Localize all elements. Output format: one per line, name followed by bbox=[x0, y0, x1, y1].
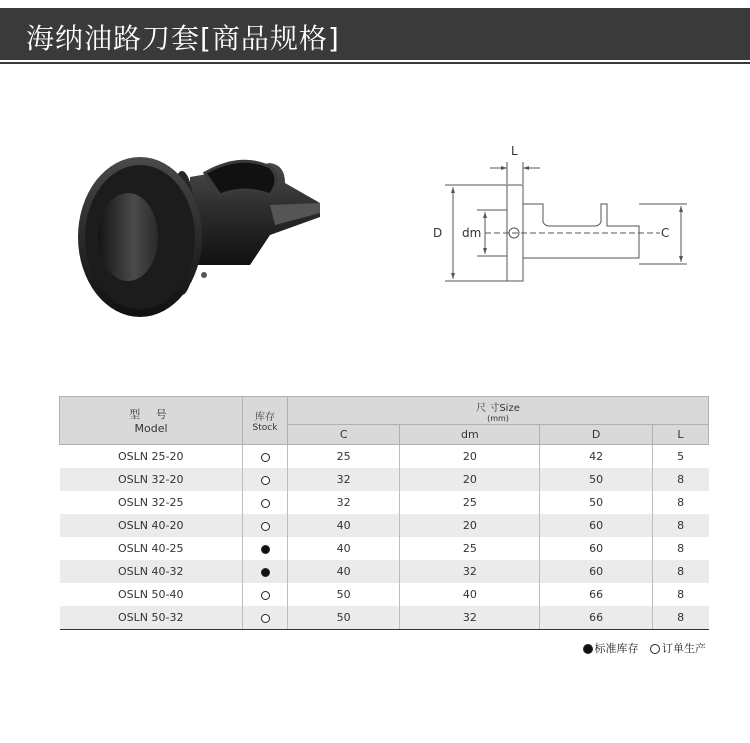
header-stock-en: Stock bbox=[252, 423, 278, 433]
page-title: 海纳油路刀套[商品规格] bbox=[26, 22, 340, 55]
value-cell-c: 50 bbox=[288, 583, 400, 606]
stock-cell bbox=[243, 537, 288, 560]
legend-filled-label: 标准库存 bbox=[594, 642, 639, 655]
column-header-c: C bbox=[288, 425, 400, 445]
model-cell: OSLN 32-20 bbox=[60, 468, 243, 491]
value-cell-dm: 20 bbox=[400, 514, 540, 537]
value-cell-l: 5 bbox=[652, 445, 708, 469]
value-cell-c: 32 bbox=[288, 468, 400, 491]
stock-cell bbox=[243, 491, 288, 514]
table-row bbox=[60, 491, 709, 514]
value-cell-c: 50 bbox=[288, 606, 400, 630]
model-cell: OSLN 40-32 bbox=[60, 560, 243, 583]
header-stock bbox=[243, 397, 288, 445]
value-cell-dm: 25 bbox=[400, 491, 540, 514]
value-cell-d: 60 bbox=[540, 514, 652, 537]
stock-legend bbox=[583, 640, 707, 656]
value-cell-c: 40 bbox=[288, 560, 400, 583]
dim-label-dm: dm bbox=[462, 226, 482, 240]
header-stock-cn: 库存 bbox=[255, 412, 275, 423]
table-row bbox=[60, 560, 709, 583]
stock-cell bbox=[243, 560, 288, 583]
value-cell-dm: 20 bbox=[400, 468, 540, 491]
value-cell-l: 8 bbox=[652, 468, 708, 491]
value-cell-l: 8 bbox=[652, 606, 708, 630]
spec-table bbox=[59, 396, 709, 630]
value-cell-d: 50 bbox=[540, 491, 652, 514]
header-model-en: Model bbox=[134, 422, 168, 435]
product-photo bbox=[70, 145, 340, 340]
value-cell-dm: 32 bbox=[400, 560, 540, 583]
value-cell-l: 8 bbox=[652, 560, 708, 583]
value-cell-d: 60 bbox=[540, 537, 652, 560]
legend-open-label: 订单生产 bbox=[662, 642, 706, 655]
dimension-diagram bbox=[425, 140, 705, 290]
value-cell-d: 42 bbox=[540, 445, 652, 469]
value-cell-d: 66 bbox=[540, 583, 652, 606]
header-size-cn: 尺 寸Size bbox=[476, 402, 520, 414]
stock-cell bbox=[243, 514, 288, 537]
table-row bbox=[60, 606, 709, 630]
value-cell-c: 40 bbox=[288, 514, 400, 537]
table-row bbox=[60, 514, 709, 537]
open-circle-icon bbox=[261, 614, 270, 623]
value-cell-l: 8 bbox=[652, 491, 708, 514]
value-cell-d: 50 bbox=[540, 468, 652, 491]
value-cell-l: 8 bbox=[652, 583, 708, 606]
dim-label-c: C bbox=[661, 226, 670, 240]
open-circle-icon bbox=[261, 476, 270, 485]
value-cell-d: 60 bbox=[540, 560, 652, 583]
open-circle-icon bbox=[261, 591, 270, 600]
column-header-d: D bbox=[540, 425, 652, 445]
filled-circle-icon bbox=[261, 545, 270, 554]
open-circle-icon bbox=[650, 644, 660, 654]
value-cell-c: 32 bbox=[288, 491, 400, 514]
model-cell: OSLN 25-20 bbox=[118, 450, 184, 463]
model-cell: OSLN 40-25 bbox=[118, 542, 184, 555]
dim-label-l: L bbox=[511, 144, 518, 158]
model-cell: OSLN 40-20 bbox=[60, 514, 243, 537]
open-circle-icon bbox=[261, 499, 270, 508]
value-cell-c: 25 bbox=[288, 445, 400, 469]
value-cell-l: 8 bbox=[652, 514, 708, 537]
value-cell-c: 40 bbox=[288, 537, 400, 560]
header-size-unit: (mm) bbox=[487, 413, 509, 423]
stock-cell bbox=[243, 468, 288, 491]
dim-label-d: D bbox=[433, 226, 443, 240]
table-row bbox=[60, 445, 709, 469]
header-divider bbox=[0, 62, 750, 64]
value-cell-dm: 25 bbox=[400, 537, 540, 560]
value-cell-l: 8 bbox=[652, 537, 708, 560]
model-cell: OSLN 32-25 bbox=[118, 496, 184, 509]
model-cell: OSLN 50-40 bbox=[118, 588, 184, 601]
header-banner bbox=[0, 8, 750, 60]
table-row bbox=[60, 583, 709, 606]
stock-cell bbox=[243, 583, 288, 606]
header-model bbox=[60, 397, 243, 445]
column-header-dm: dm bbox=[400, 425, 540, 445]
stock-cell bbox=[243, 445, 288, 469]
table-row bbox=[60, 537, 709, 560]
open-circle-icon bbox=[261, 522, 270, 531]
table-row bbox=[60, 468, 709, 491]
model-cell: OSLN 50-32 bbox=[60, 606, 243, 630]
value-cell-dm: 20 bbox=[400, 445, 540, 469]
column-header-l: L bbox=[652, 425, 708, 445]
stock-cell bbox=[243, 606, 288, 630]
header-model-cn: 型 号 bbox=[129, 408, 173, 421]
value-cell-d: 66 bbox=[540, 606, 652, 630]
filled-circle-icon bbox=[583, 644, 593, 654]
value-cell-dm: 40 bbox=[400, 583, 540, 606]
open-circle-icon bbox=[261, 453, 270, 462]
filled-circle-icon bbox=[261, 568, 270, 577]
value-cell-dm: 32 bbox=[400, 606, 540, 630]
header-size bbox=[288, 397, 709, 425]
